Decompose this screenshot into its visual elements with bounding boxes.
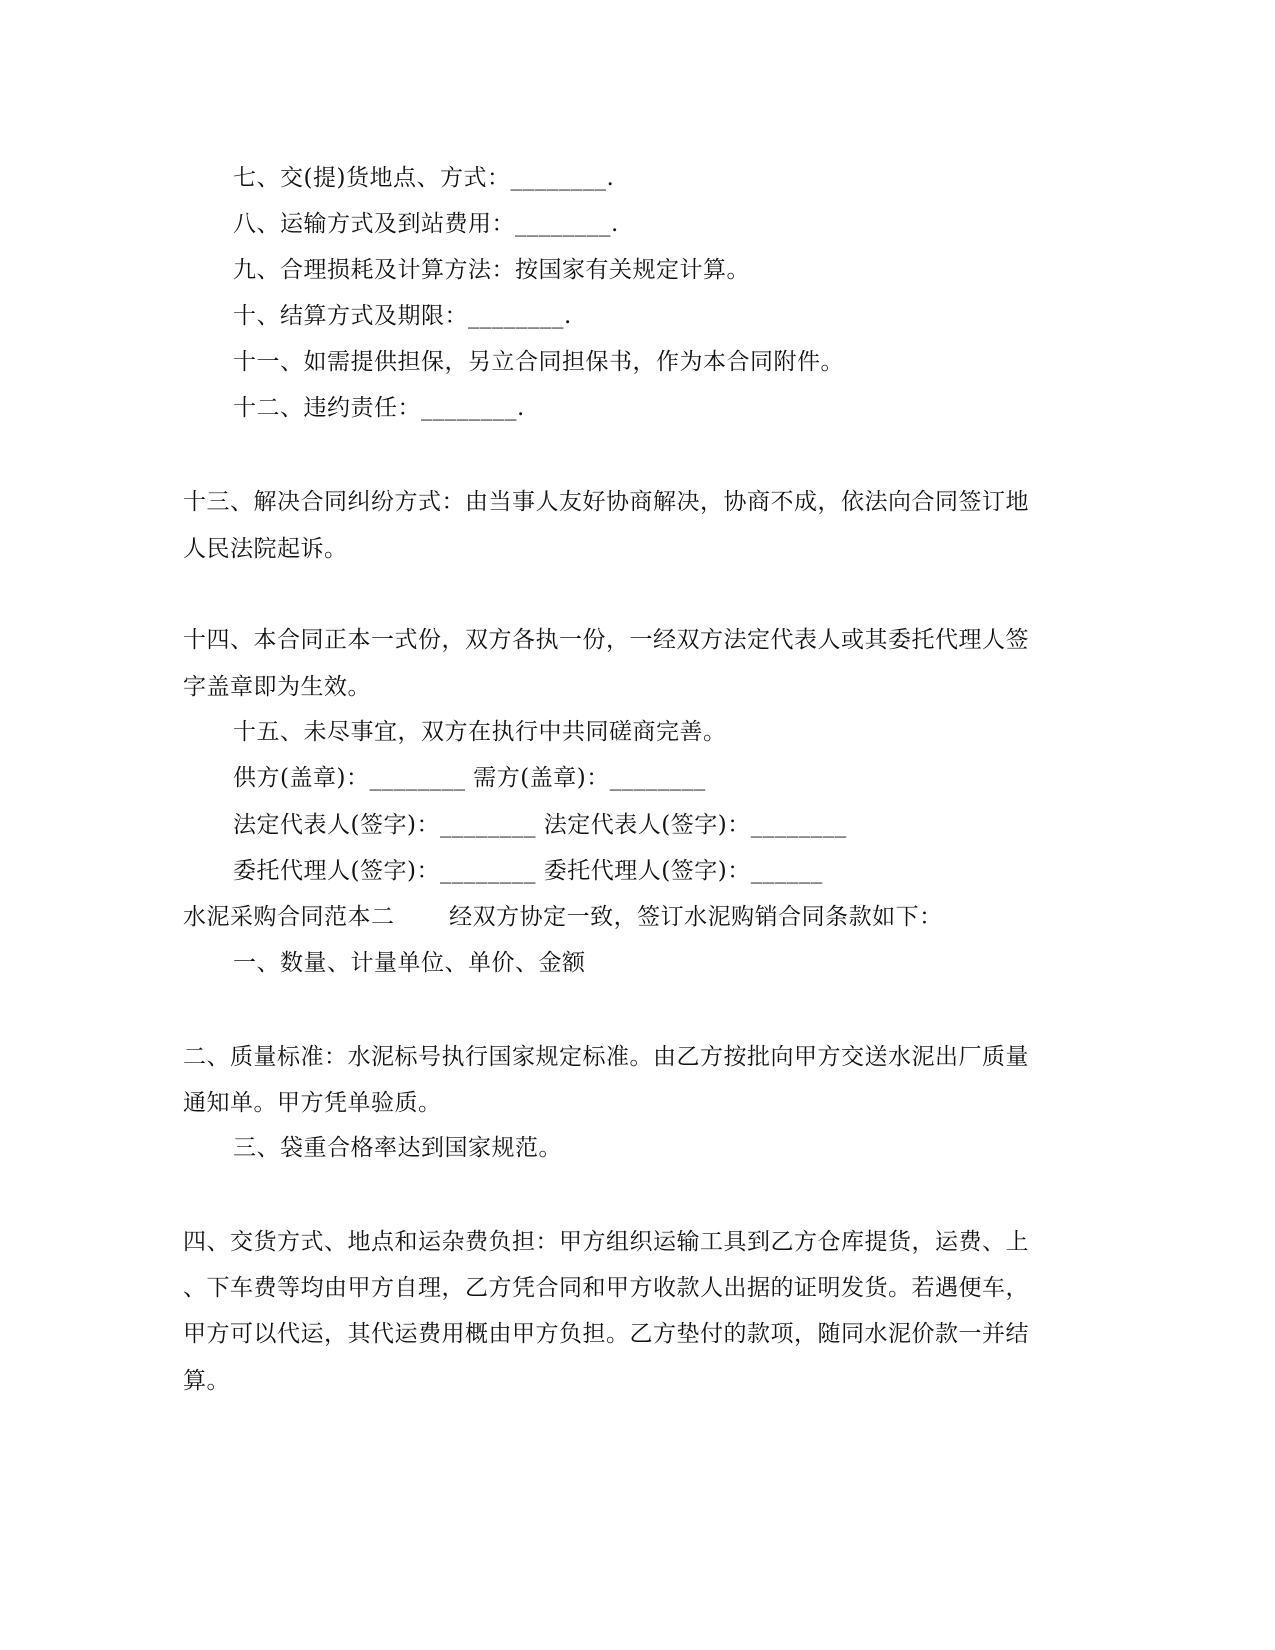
- signature-seal-line: 供方(盖章)：________ 需方(盖章)：________: [233, 765, 706, 791]
- clause-13-line-2: 人民法院起诉。: [183, 536, 348, 562]
- signature-legal-rep-line: 法定代表人(签字)：________ 法定代表人(签字)：________: [233, 812, 847, 838]
- clause-7: 七、交(提)货地点、方式：________.: [233, 165, 615, 191]
- clause-15: 十五、未尽事宜，双方在执行中共同磋商完善。: [233, 719, 727, 745]
- clause-14-line-2: 字盖章即为生效。: [183, 674, 371, 700]
- clause-9: 九、合理损耗及计算方法：按国家有关规定计算。: [233, 257, 750, 283]
- sample-2-heading: 水泥采购合同范本二 经双方协定一致，签订水泥购销合同条款如下：: [183, 904, 943, 930]
- sample-2-clause-4-line-2: 、下车费等均由甲方自理，乙方凭合同和甲方收款人出据的证明发货。若遇便车，: [183, 1275, 1029, 1301]
- sample-2-clause-4-line-4: 算。: [183, 1368, 230, 1394]
- clause-13-line-1: 十三、解决合同纠纷方式：由当事人友好协商解决，协商不成，依法向合同签订地: [183, 489, 1029, 515]
- sample-2-clause-4-line-3: 甲方可以代运，其代运费用概由甲方负担。乙方垫付的款项，随同水泥价款一并结: [183, 1321, 1029, 1347]
- clause-10: 十、结算方式及期限：________.: [233, 303, 572, 329]
- clause-8: 八、运输方式及到站费用：________.: [233, 211, 619, 237]
- clause-11: 十一、如需提供担保，另立合同担保书，作为本合同附件。: [233, 349, 844, 375]
- sample-2-clause-1: 一、数量、计量单位、单价、金额: [233, 950, 586, 976]
- signature-agent-line: 委托代理人(签字)：________ 委托代理人(签字)：______: [233, 858, 823, 884]
- sample-2-clause-4-line-1: 四、交货方式、地点和运杂费负担：甲方组织运输工具到乙方仓库提货，运费、上: [183, 1229, 1029, 1255]
- clause-14-line-1: 十四、本合同正本一式份，双方各执一份，一经双方法定代表人或其委托代理人签: [183, 627, 1029, 653]
- clause-12: 十二、违约责任：________.: [233, 395, 525, 421]
- sample-2-clause-2-line-2: 通知单。甲方凭单验质。: [183, 1090, 442, 1116]
- sample-2-clause-3: 三、袋重合格率达到国家规范。: [233, 1135, 562, 1161]
- sample-2-clause-2-line-1: 二、质量标准：水泥标号执行国家规定标准。由乙方按批向甲方交送水泥出厂质量: [183, 1044, 1029, 1070]
